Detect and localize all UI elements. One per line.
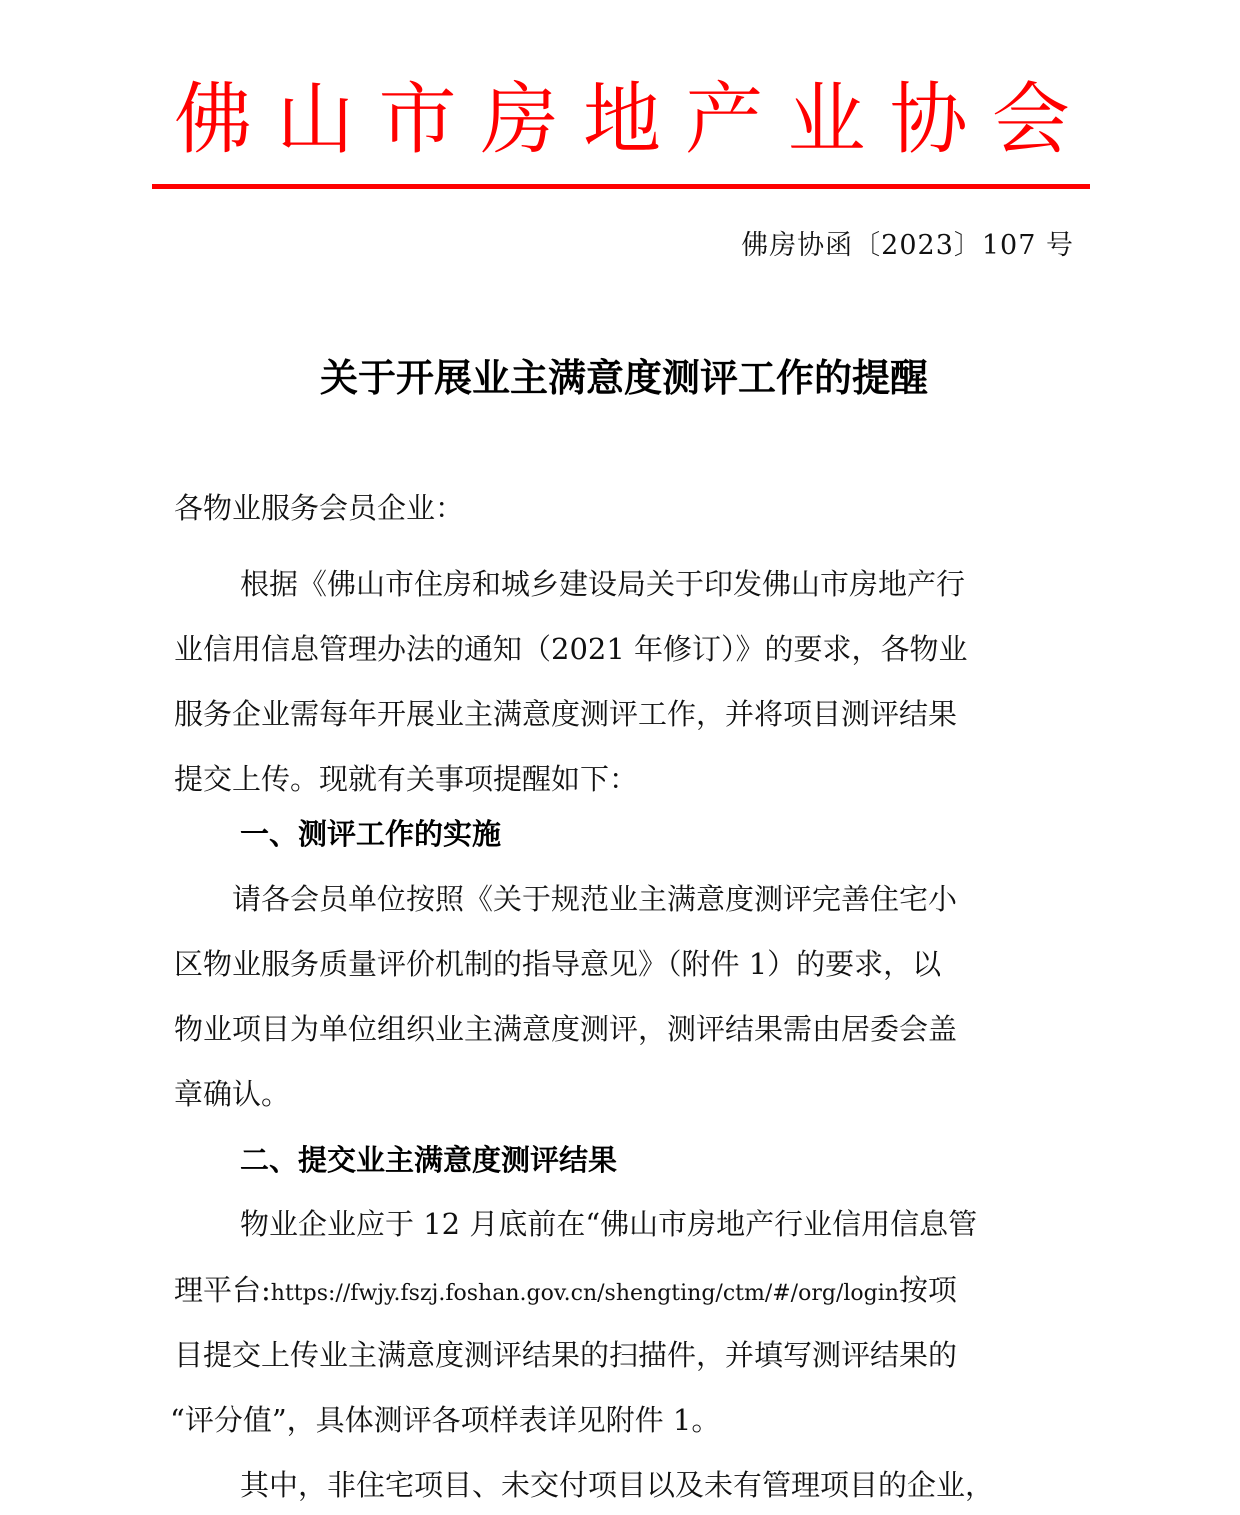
para1-line-1-text: 根据《佛山市住房和城乡建设局关于印发佛山市房地产行 — [240, 567, 966, 601]
section2-line-2-prefix: 理平台: — [174, 1273, 271, 1307]
document-number: 佛房协函〔2023〕107 号 — [741, 230, 1074, 261]
masthead-char: 会 — [991, 75, 1070, 165]
para1-line-4: 提交上传。现就有关事项提醒如下： — [174, 762, 639, 796]
section1-heading: 一、测评工作的实施 — [240, 817, 502, 851]
section1-line-4: 章确认。 — [174, 1077, 291, 1111]
para1-line-3: 服务企业需每年开展业主满意度测评工作，并将项目测评结果 — [174, 697, 958, 731]
para1-line-1 — [240, 562, 1074, 606]
section2-heading: 二、提交业主满意度测评结果 — [240, 1143, 618, 1177]
masthead-char: 产 — [685, 75, 764, 165]
masthead-char: 山 — [276, 75, 355, 165]
masthead-org-name — [152, 70, 1090, 170]
masthead-char: 业 — [787, 75, 866, 165]
para1-line-2: 业信用信息管理办法的通知（2021 年修订）》的要求，各物业 — [174, 632, 968, 666]
section2-line-4: “评分值”，具体测评各项样表详见附件 1。 — [170, 1403, 721, 1437]
masthead-char: 佛 — [174, 75, 253, 165]
section2-line-5: 其中，非住宅项目、未交付项目以及未有管理项目的企业， — [240, 1468, 995, 1502]
section2-line-3: 目提交上传业主满意度测评结果的扫描件，并填写测评结果的 — [174, 1338, 958, 1372]
section2-line-2-suffix: 按项 — [898, 1273, 957, 1307]
section2-line-2 — [174, 1268, 1074, 1316]
masthead-char: 地 — [582, 75, 661, 165]
document-title: 关于开展业主满意度测评工作的提醒 — [319, 356, 928, 400]
section1-line-3: 物业项目为单位组织业主满意度测评，测评结果需由居委会盖 — [174, 1012, 958, 1046]
masthead-char: 房 — [480, 75, 559, 165]
section1-line-2: 区物业服务质量评价机制的指导意见》（附件 1）的要求，以 — [174, 947, 942, 981]
masthead-char: 市 — [378, 75, 457, 165]
salutation: 各物业服务会员企业： — [174, 491, 465, 525]
masthead-char: 协 — [889, 75, 968, 165]
platform-login-url[interactable]: https://fwjy.fszj.foshan.gov.cn/shengting/ctm/#/org/login — [270, 1281, 899, 1306]
section2-line-1: 物业企业应于 12 月底前在“佛山市房地产行业信用信息管 — [240, 1207, 978, 1241]
red-divider-rule — [152, 184, 1090, 189]
section1-line-1: 请各会员单位按照《关于规范业主满意度测评完善住宅小 — [232, 882, 958, 916]
